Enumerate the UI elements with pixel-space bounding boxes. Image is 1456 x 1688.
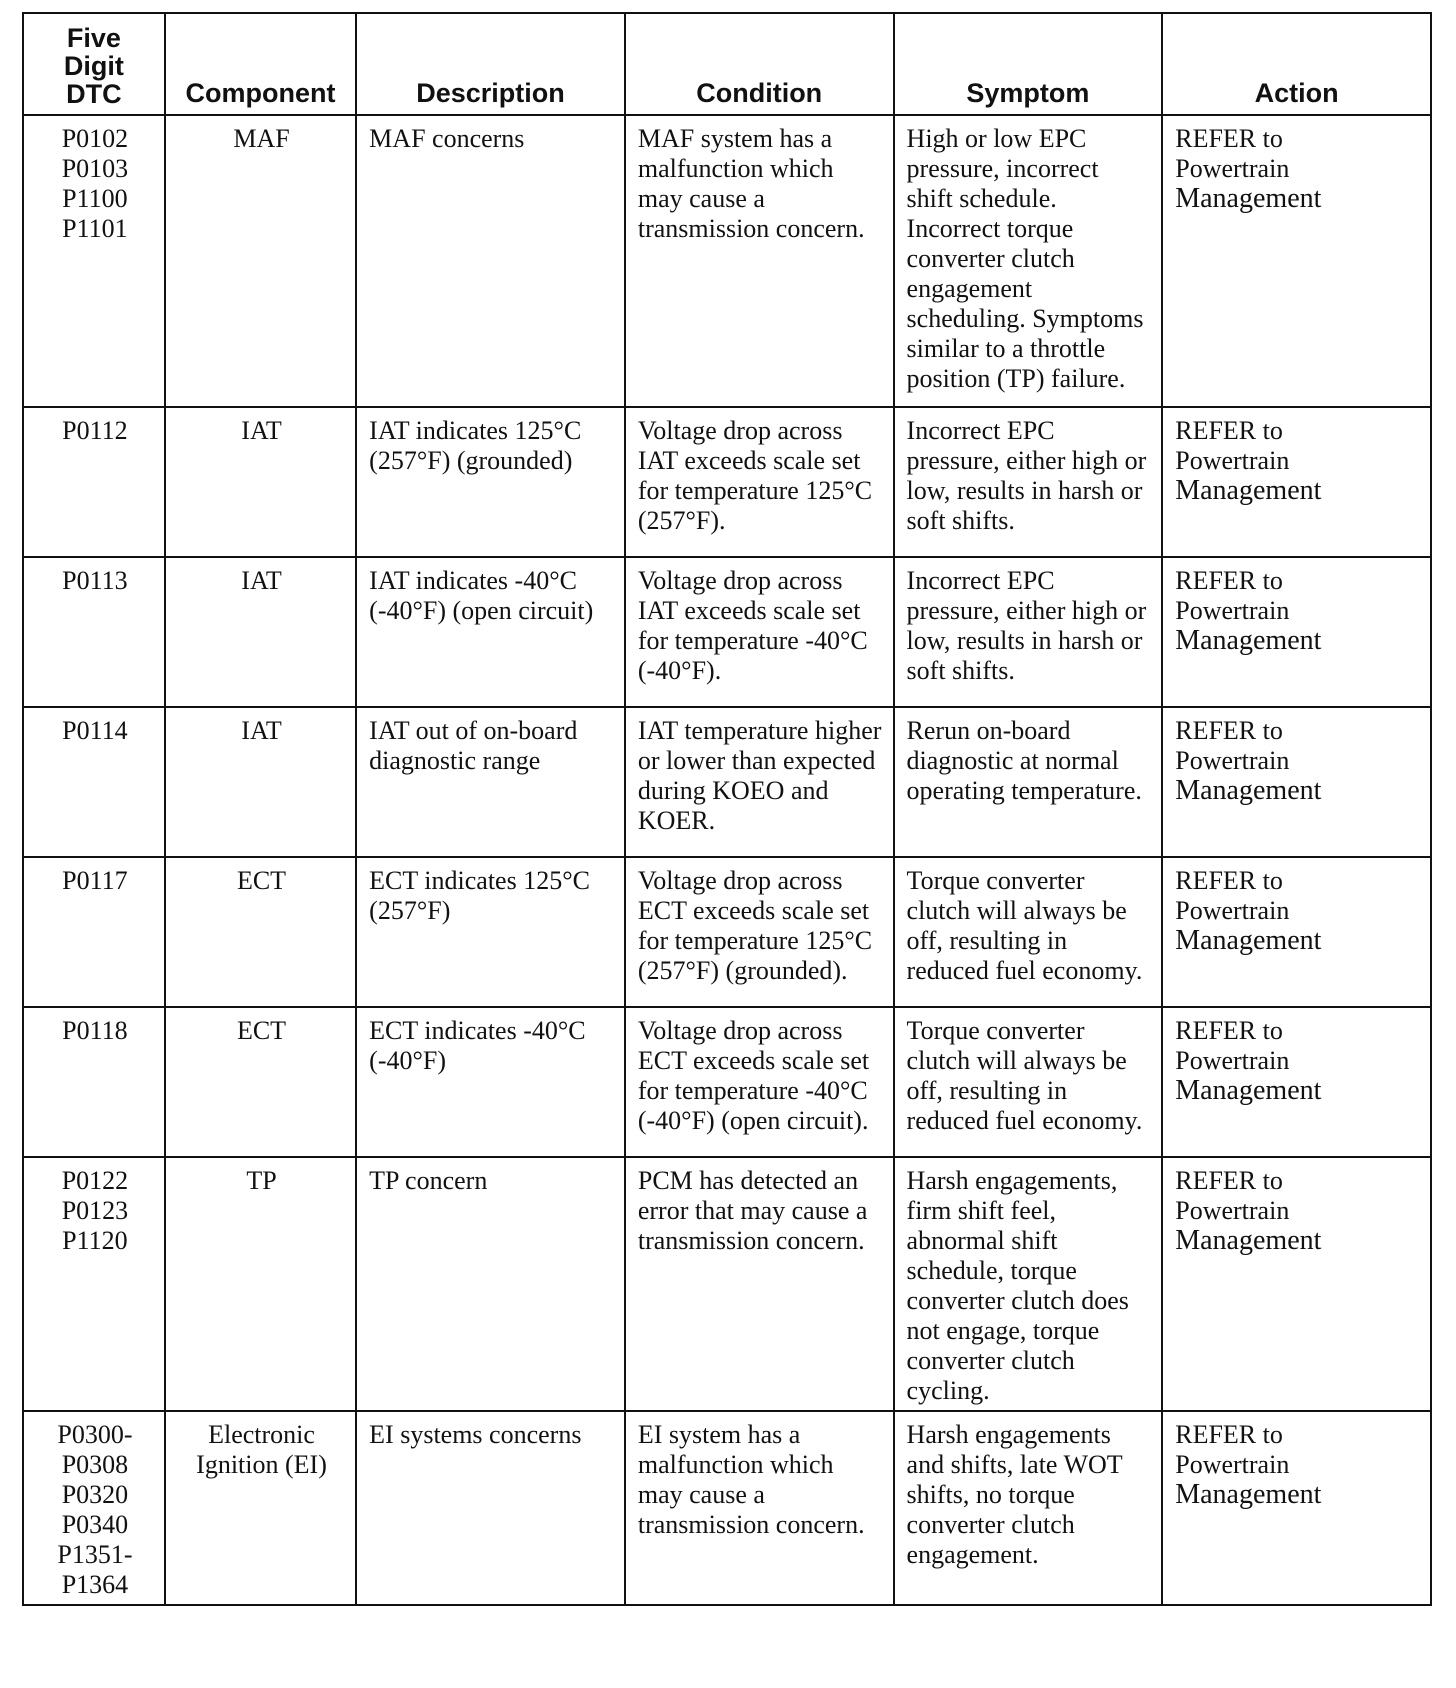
cell-dtc-codes — [23, 1007, 165, 1157]
cell-dtc-codes — [23, 115, 165, 407]
cell-dtc-codes — [23, 857, 165, 1007]
component-name: ECT — [236, 866, 287, 895]
dtc-code: P0320 — [61, 1480, 129, 1509]
cell-action — [1162, 407, 1431, 557]
cell-condition: Voltage drop across ECT exceeds scale set for temperature 125°C (257°F) (grounded). — [625, 857, 894, 1007]
cell-symptom: Harsh engagements, firm shift feel, abnormal shift schedule, torque converter clutch does not engage, torque converter clutch cycling. — [894, 1157, 1163, 1411]
cell-component — [165, 707, 356, 857]
cell-action — [1162, 1157, 1431, 1411]
dtc-code: P0113 — [62, 566, 128, 595]
action-line: REFER to — [1175, 416, 1283, 445]
cell-condition: Voltage drop across ECT exceeds scale set for temperature -40°C (-40°F) (open circuit). — [625, 1007, 894, 1157]
component-name: IAT — [241, 716, 282, 745]
cell-description: IAT out of on-board diagnostic range — [356, 707, 625, 857]
component-name: MAF — [233, 124, 290, 153]
action-line: Management — [1175, 1225, 1322, 1256]
header-description: Description — [356, 13, 625, 115]
cell-component — [165, 557, 356, 707]
cell-condition: PCM has detected an error that may cause a transmission concern. — [625, 1157, 894, 1411]
cell-dtc-codes — [23, 707, 165, 857]
dtc-code: P1120 — [62, 1226, 128, 1255]
cell-description: ECT indicates -40°C (-40°F) — [356, 1007, 625, 1157]
cell-component — [165, 1007, 356, 1157]
dtc-code: P0114 — [62, 716, 128, 745]
cell-component — [165, 115, 356, 407]
dtc-code: P0300- — [57, 1420, 133, 1449]
action-line: Management — [1175, 775, 1322, 806]
action-line: Powertrain — [1175, 154, 1290, 183]
cell-component — [165, 857, 356, 1007]
cell-symptom: Incorrect EPC pressure, either high or low, results in harsh or soft shifts. — [894, 557, 1163, 707]
dtc-code: P0102 — [61, 124, 129, 153]
cell-condition: EI system has a malfunction which may cause a transmission concern. — [625, 1411, 894, 1605]
table-row — [23, 1411, 1431, 1605]
table-row — [23, 707, 1431, 857]
cell-description: MAF concerns — [356, 115, 625, 407]
table-row — [23, 115, 1431, 407]
cell-symptom: Torque converter clutch will always be off, resulting in reduced fuel economy. — [894, 857, 1163, 1007]
cell-action — [1162, 707, 1431, 857]
dtc-code: P0122 — [61, 1166, 129, 1195]
table-body — [23, 115, 1431, 1605]
dtc-table — [22, 12, 1432, 1606]
cell-description: ECT indicates 125°C (257°F) — [356, 857, 625, 1007]
action-line: Management — [1175, 625, 1322, 656]
component-name: TP — [246, 1166, 277, 1195]
action-line: REFER to — [1175, 716, 1283, 745]
cell-dtc-codes — [23, 407, 165, 557]
cell-symptom: Incorrect EPC pressure, either high or low, results in harsh or soft shifts. — [894, 407, 1163, 557]
cell-symptom: Rerun on-board diagnostic at normal operating temperature. — [894, 707, 1163, 857]
dtc-code: P0118 — [62, 1016, 128, 1045]
cell-condition: Voltage drop across IAT exceeds scale set for temperature 125°C (257°F). — [625, 407, 894, 557]
dtc-code: P0103 — [61, 154, 129, 183]
table-row — [23, 557, 1431, 707]
cell-component — [165, 1157, 356, 1411]
component-name: IAT — [241, 416, 282, 445]
cell-action — [1162, 115, 1431, 407]
action-line: Powertrain — [1175, 1450, 1290, 1479]
dtc-table-page — [22, 12, 1432, 1606]
dtc-code: P0112 — [62, 416, 128, 445]
table-row — [23, 1157, 1431, 1411]
action-line: REFER to — [1175, 124, 1283, 153]
dtc-code: P1351- — [57, 1540, 133, 1569]
action-line: Management — [1175, 1075, 1322, 1106]
cell-symptom: Harsh engagements and shifts, late WOT shifts, no torque converter clutch engagement. — [894, 1411, 1163, 1605]
cell-symptom: Torque converter clutch will always be off, resulting in reduced fuel economy. — [894, 1007, 1163, 1157]
action-line: REFER to — [1175, 566, 1283, 595]
header-action: Action — [1162, 13, 1431, 115]
component-name: Electronic — [208, 1420, 315, 1449]
cell-description: EI systems concerns — [356, 1411, 625, 1605]
header-symptom: Symptom — [894, 13, 1163, 115]
cell-component — [165, 1411, 356, 1605]
cell-component — [165, 407, 356, 557]
header-dtc-line: Digit — [63, 51, 124, 81]
cell-action — [1162, 1411, 1431, 1605]
action-line: Management — [1175, 1479, 1322, 1510]
table-row — [23, 1007, 1431, 1157]
dtc-code: P1364 — [61, 1570, 129, 1599]
table-row — [23, 857, 1431, 1007]
cell-action — [1162, 557, 1431, 707]
dtc-code: P0340 — [61, 1510, 129, 1539]
header-dtc-line: Five — [66, 23, 121, 53]
table-row — [23, 407, 1431, 557]
dtc-code: P0308 — [61, 1450, 129, 1479]
cell-action — [1162, 1007, 1431, 1157]
cell-description: TP concern — [356, 1157, 625, 1411]
cell-condition: MAF system has a malfunction which may cause a transmission concern. — [625, 115, 894, 407]
action-line: REFER to — [1175, 1166, 1283, 1195]
action-line: REFER to — [1175, 1420, 1283, 1449]
dtc-code: P0123 — [61, 1196, 129, 1225]
action-line: Powertrain — [1175, 1046, 1290, 1075]
action-line: Powertrain — [1175, 896, 1290, 925]
action-line: Powertrain — [1175, 446, 1290, 475]
cell-dtc-codes — [23, 557, 165, 707]
action-line: Powertrain — [1175, 1196, 1290, 1225]
dtc-code: P1101 — [62, 214, 128, 243]
dtc-code: P1100 — [62, 184, 128, 213]
header-dtc-line: DTC — [66, 79, 122, 109]
cell-condition: Voltage drop across IAT exceeds scale set for temperature -40°C (-40°F). — [625, 557, 894, 707]
action-line: REFER to — [1175, 1016, 1283, 1045]
action-line: Management — [1175, 925, 1322, 956]
action-line: Powertrain — [1175, 746, 1290, 775]
cell-dtc-codes — [23, 1411, 165, 1605]
cell-condition: IAT temperature higher or lower than expected during KOEO and KOER. — [625, 707, 894, 857]
component-name: Ignition (EI) — [196, 1450, 327, 1479]
component-name: ECT — [236, 1016, 287, 1045]
action-line: Powertrain — [1175, 596, 1290, 625]
cell-action — [1162, 857, 1431, 1007]
dtc-code: P0117 — [62, 866, 128, 895]
action-line: Management — [1175, 183, 1322, 214]
action-line: Management — [1175, 475, 1322, 506]
cell-description: IAT indicates 125°C (257°F) (grounded) — [356, 407, 625, 557]
table-header-row — [23, 13, 1431, 115]
component-name: IAT — [241, 566, 282, 595]
action-line: REFER to — [1175, 866, 1283, 895]
cell-description: IAT indicates -40°C (-40°F) (open circuit) — [356, 557, 625, 707]
cell-symptom: High or low EPC pressure, incorrect shift schedule. Incorrect torque converter clutch engagement scheduling. Symptoms similar to a throttle position (TP) failure. — [894, 115, 1163, 407]
header-component: Component — [165, 13, 356, 115]
header-condition: Condition — [625, 13, 894, 115]
cell-dtc-codes — [23, 1157, 165, 1411]
header-dtc — [23, 13, 165, 115]
